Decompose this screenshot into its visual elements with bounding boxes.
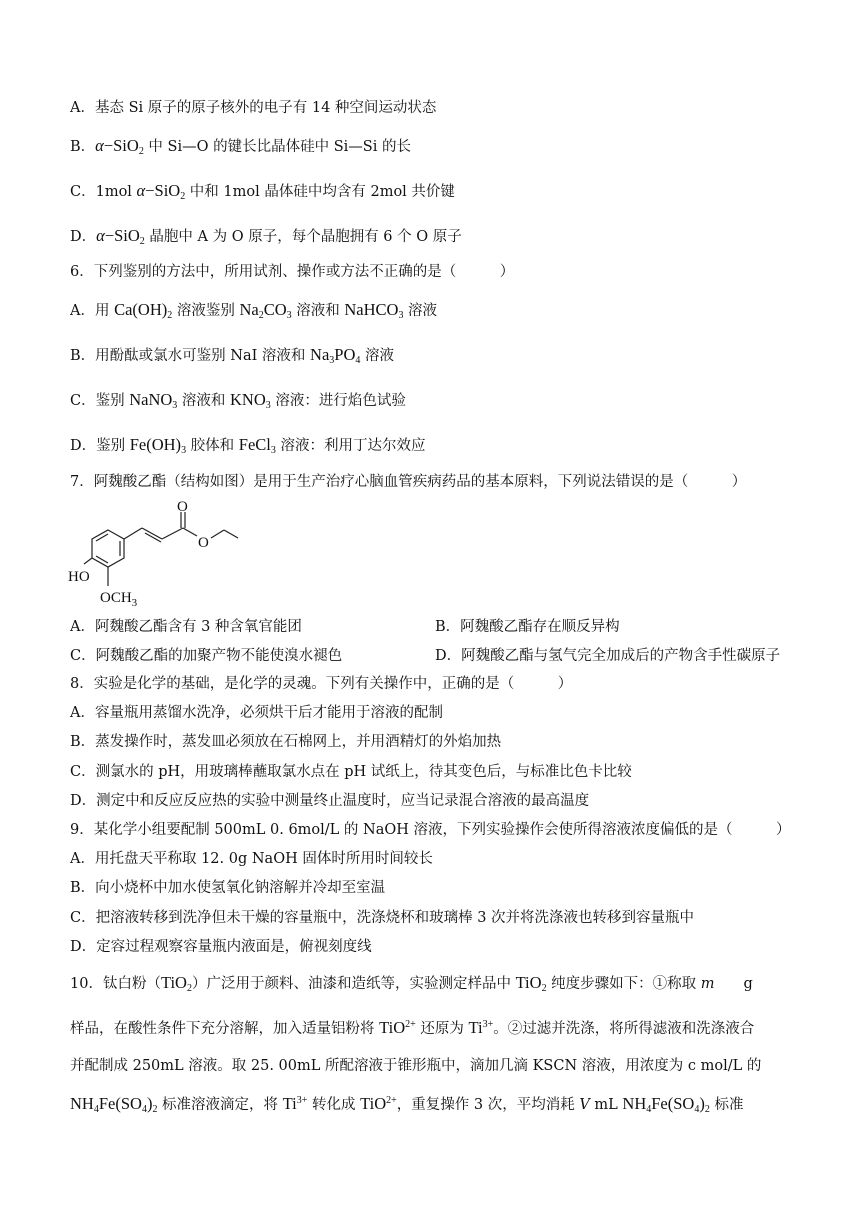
ethyl-bond (224, 530, 238, 538)
formula-kno3: $KNO_3$ (230, 390, 271, 411)
formula-na3po4: $Na_3PO_4$ (310, 345, 361, 366)
formula-feoh3: $Fe(OH)_3$ (129, 435, 187, 456)
q8-option-a: A．容量瓶用蒸馏水洗净，必须烘干后才能用于溶液的配制 (70, 705, 443, 721)
ho-label: HO (68, 569, 90, 585)
formula-na2co3: $Na_2CO_3$ (239, 300, 292, 321)
option-label: B． (70, 139, 96, 155)
formula-tio2-plus: TiO$^{2+}$ (379, 1018, 416, 1037)
alpha-sio2-formula: α−SiO$_2$ (136, 181, 186, 202)
formula-nahco3: NaHCO$_3$ (344, 300, 404, 321)
ester-o-label: O (198, 535, 209, 551)
option-text: 中 Si—O 的键长比晶体硅中 Si—Si 的长 (143, 139, 411, 155)
alpha-sio2-formula: α−SiO$_2$ (95, 136, 144, 157)
q7-option-c: C．阿魏酸乙酯的加聚产物不能使溴水褪色 (70, 648, 343, 664)
option-label: D． (70, 229, 97, 245)
q9-option-c: C．把溶液转移到洗净但未干燥的容量瓶中，洗涤烧杯和玻璃棒 3 次并将洗涤液也转移到容量瓶中 (70, 910, 695, 926)
formula-tio2: TiO$_2$ (160, 973, 192, 994)
q10-line-2: 样品，在酸性条件下充分溶解，加入适量铝粉将 TiO$^{2+}$ 还原为 $Ti^{3+}$。②过滤并洗涤，将所得滤液和洗涤液合 (70, 1018, 755, 1037)
q9-option-d: D．定容过程观察容量瓶内液面是，俯视刻度线 (70, 939, 372, 955)
q9-option-a: A．用托盘天平称取 12. 0g NaOH 固体时所用时间较长 (70, 851, 433, 867)
q6-option-c: C．鉴别 NaNO$_3$ 溶液和 $KNO_3$ 溶液：进行焰色试验 (70, 390, 406, 411)
option-text: 晶胞中 A 为 O 原子，每个晶胞拥有 6 个 O 原子 (144, 229, 462, 245)
ester-bond (183, 528, 197, 536)
formula-nano3: NaNO$_3$ (129, 390, 178, 411)
carbonyl-o-label: O (177, 499, 188, 515)
q6-option-b: B．用酚酞或氯水可鉴别 NaI 溶液和 $Na_3PO_4$ 溶液 (70, 345, 394, 366)
q6-stem: 6．下列鉴别的方法中，所用试剂、操作或方法不正确的是（ ） (70, 264, 515, 280)
option-label: C．1mol (70, 184, 137, 200)
alpha-sio2-formula: α−SiO$_2$ (96, 226, 145, 247)
q7-option-a: A．阿魏酸乙酯含有 3 种含氧官能团 (70, 619, 302, 635)
q7-stem: 7．阿魏酸乙酯（结构如图）是用于生产治疗心脑血管疾病药品的基本原料，下列说法错误的是（ ） (70, 474, 747, 490)
q7-option-d: D．阿魏酸乙酯与氢气完全加成后的产物含手性碳原子 (435, 648, 781, 664)
formula-tio2-plus: TiO$^{2+}$ (360, 1094, 397, 1113)
q9-stem: 9．某化学小组要配制 500mL 0. 6mol/L 的 NaOH 溶液，下列实验操作会使所得溶液浓度偏低的是（ ） (70, 822, 791, 838)
q8-stem: 8．实验是化学的基础，是化学的灵魂。下列有关操作中，正确的是（ ） (70, 676, 573, 692)
formula-tio2: TiO$_2$ (515, 973, 547, 994)
q6-option-d: D．鉴别 $Fe(OH)_3$ 胶体和 FeCl$_3$ 溶液：利用丁达尔效应 (70, 435, 426, 456)
ethyl-ferulate-structure (66, 498, 256, 610)
option-text: 中和 1mol 晶体硅中均含有 2mol 共价键 (185, 184, 455, 200)
q10-line-4: $NH_4Fe(SO_4)_2$ 标准溶液滴定，将 $Ti^{3+}$ 转化成 TiO$^{2+}$，重复操作 3 次，平均消耗 V mL $NH_4Fe(SO_4)_2$ 标准 (70, 1094, 744, 1115)
q9-option-b: B．向小烧杯中加水使氢氧化钠溶解并冷却至室温 (70, 880, 386, 896)
formula-fecl3: FeCl$_3$ (238, 435, 276, 456)
och3-label: $OCH_3$ (100, 590, 138, 609)
q10-line-3: 并配制成 250mL 溶液。取 25. 00mL 所配溶液于锥形瓶中，滴加几滴 KSCN 溶液，用浓度为 c mol/L 的 (70, 1058, 762, 1074)
q5-option-b (70, 136, 411, 157)
q5-option-d (70, 226, 462, 247)
formula-nh4feso42: $NH_4Fe(SO_4)_2$ (70, 1094, 158, 1115)
q5-option-a: A．基态 Si 原子的原子核外的电子有 14 种空间运动状态 (70, 100, 437, 116)
variable-v: V (579, 1097, 590, 1113)
ho-bond (84, 558, 92, 564)
q6-option-a: A．用 $Ca(OH)_2$ 溶液鉴别 $Na_2CO_3$ 溶液和 NaHCO$_3$ 溶液 (70, 300, 438, 321)
q10-line-1: 10．钛白粉（TiO$_2$）广泛用于颜料、油漆和造纸等，实验测定样品中 TiO$_2$ 纯度步骤如下：①称取 m g (70, 973, 753, 994)
formula-nh4feso42: $NH_4Fe(SO_4)_2$ (622, 1094, 710, 1115)
chain-bond (124, 528, 142, 539)
benzene-ring (92, 530, 124, 567)
q7-option-b: B．阿魏酸乙酯存在顺反异构 (435, 619, 620, 635)
formula-ti3-plus: $Ti^{3+}$ (282, 1094, 308, 1113)
variable-m: m (700, 976, 715, 992)
q8-option-c: C．测氯水的 pH，用玻璃棒蘸取氯水点在 pH 试纸上，待其变色后，与标准比色卡比较 (70, 764, 632, 780)
chain-bond (162, 528, 183, 539)
q8-option-d: D．测定中和反应反应热的实验中测量终止温度时，应当记录混合溶液的最高温度 (70, 793, 590, 809)
ethyl-bond (211, 530, 224, 538)
formula-ti3-plus: $Ti^{3+}$ (468, 1018, 494, 1037)
q5-option-c (70, 181, 455, 202)
formula-caoh2: $Ca(OH)_2$ (114, 300, 173, 321)
q8-option-b: B．蒸发操作时，蒸发皿必须放在石棉网上，并用酒精灯的外焰加热 (70, 734, 502, 750)
